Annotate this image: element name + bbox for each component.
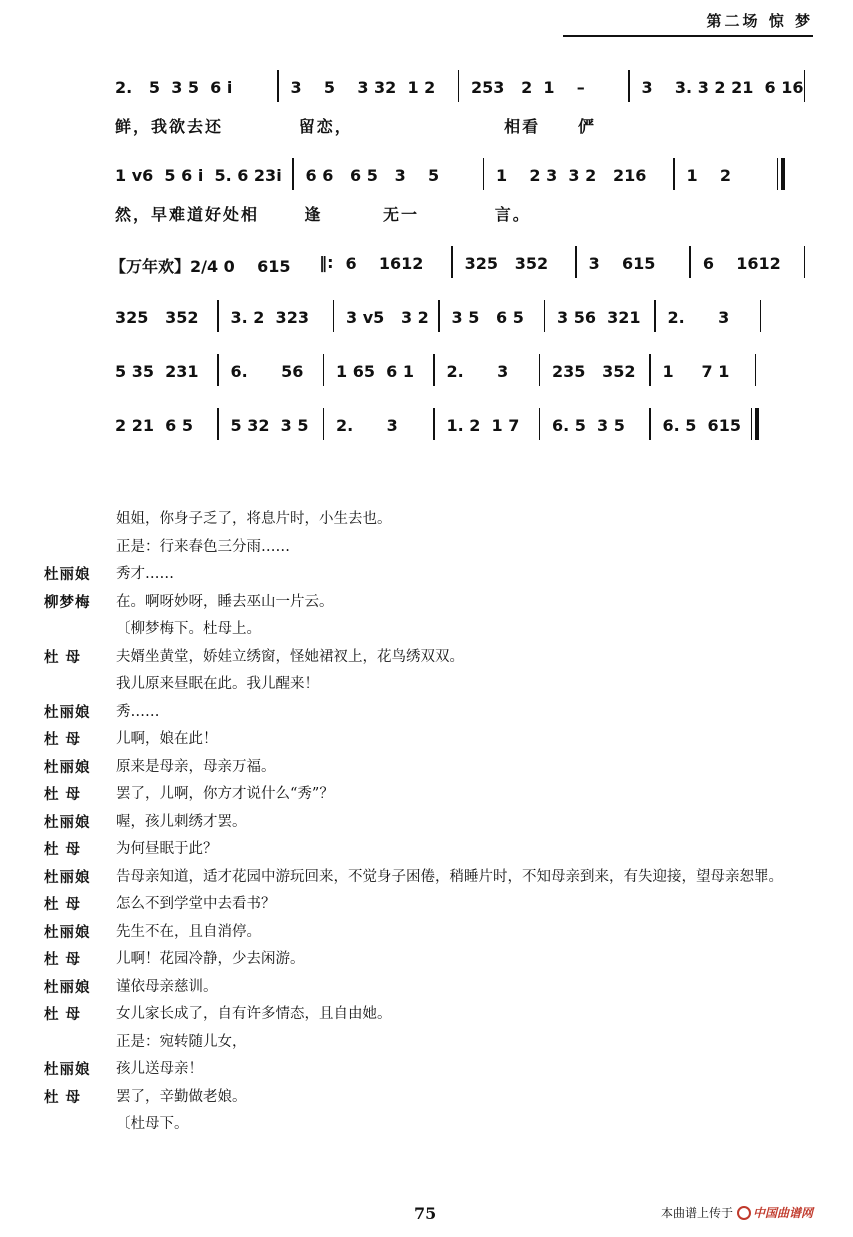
dialogue <box>44 506 817 1139</box>
dialogue-line <box>44 561 817 589</box>
line-text: 儿啊！花园冷静，少去闲游。 <box>116 951 305 967</box>
line-text: 秀才…… <box>116 566 174 582</box>
line-text: 罢了，儿啊，你方才说什么“秀”？ <box>116 786 334 802</box>
dialogue-line <box>44 699 817 727</box>
barline <box>804 70 806 102</box>
line-text: 正是：宛转随儿女， <box>116 1033 247 1050</box>
lyric-line: 鲜，我欲去还 留恋， 相看 俨 <box>115 117 596 136</box>
barline <box>333 300 335 332</box>
music-score <box>110 70 817 448</box>
speaker: 杜 母 <box>44 1088 82 1106</box>
barline <box>292 158 294 190</box>
measure: 【万年欢】2/4 0 615 <box>110 257 291 276</box>
speaker <box>44 534 116 562</box>
barline <box>760 300 762 332</box>
barline <box>628 70 630 102</box>
line-text: 在。啊呀妙呀，睡去巫山一片云。 <box>116 593 334 610</box>
speaker: 杜 母 <box>44 648 82 666</box>
barline <box>755 354 757 386</box>
dialogue-line <box>44 864 817 892</box>
dialogue-line <box>44 506 817 534</box>
dialogue-line <box>44 534 817 562</box>
stage-direction: 〔杜母下。 <box>116 1116 189 1132</box>
barline <box>323 354 325 386</box>
speaker: 杜丽娘 <box>44 1061 91 1078</box>
measure: 2. 3 <box>446 362 509 381</box>
line-text: 怎么不到学堂中去看书？ <box>116 896 276 912</box>
barline <box>451 246 453 278</box>
line-text: 罢了，辛勤做老娘。 <box>116 1088 247 1105</box>
footer-credit <box>661 1204 813 1221</box>
barline <box>649 408 651 440</box>
final-barline <box>751 408 759 440</box>
dialogue-line <box>44 726 817 754</box>
measure: 3 v5 3 2 <box>346 308 429 327</box>
line-text: 告母亲知道，适才花园中游玩回来，不觉身子困倦，稍睡片时，不知母亲到来，有失迎接，望母亲恕罪。 <box>116 868 783 885</box>
measure: 6. 5 615 <box>662 416 741 435</box>
line-text: 孩儿送母亲！ <box>116 1061 203 1077</box>
dialogue-line <box>44 919 817 947</box>
measure: 325 352 <box>464 254 549 273</box>
speaker <box>44 1111 116 1139</box>
dialogue-line <box>44 1056 817 1084</box>
measure: 5 32 3 5 <box>230 416 309 435</box>
score-row <box>115 158 817 198</box>
speaker <box>44 506 116 534</box>
barline <box>217 300 219 332</box>
barline <box>539 408 541 440</box>
barline <box>575 246 577 278</box>
speaker: 杜丽娘 <box>44 703 91 721</box>
barline <box>483 158 485 190</box>
line-text: 秀…… <box>116 703 160 720</box>
speaker: 杜丽娘 <box>44 758 91 776</box>
barline <box>689 246 691 278</box>
measure: 2. 3 <box>667 308 730 327</box>
line-text: 喔，孩儿刺绣才罢。 <box>116 813 247 830</box>
barline <box>458 70 460 102</box>
line-text: 谨依母亲慈训。 <box>116 978 218 995</box>
speaker: 杜丽娘 <box>44 868 91 886</box>
barline <box>323 408 325 440</box>
speaker: 杜丽娘 <box>44 978 91 996</box>
stage-direction: 〔柳梦梅下。杜母上。 <box>116 621 261 637</box>
barline <box>217 354 219 386</box>
measure: 3. 2 323 <box>230 308 309 327</box>
barline <box>438 300 440 332</box>
dialogue-line <box>44 974 817 1002</box>
speaker: 杜丽娘 <box>44 566 91 583</box>
measure: 325 352 <box>115 308 199 327</box>
measure: 5 35 231 <box>115 362 199 381</box>
line-text: 夫婿坐黄堂，娇娃立绣窗，怪她裙衩上，花鸟绣双双。 <box>116 648 464 665</box>
line-text: 儿啊，娘在此！ <box>116 731 218 747</box>
barline <box>433 354 435 386</box>
barline <box>673 158 675 190</box>
page-number: 75 <box>414 1204 437 1223</box>
measure: 2 21 6 5 <box>115 416 193 435</box>
measure: 3 5 3 32 1 2 <box>290 78 436 97</box>
speaker: 杜 母 <box>44 731 82 748</box>
measure: 6 6 6 5 3 5 <box>305 166 440 185</box>
final-barline <box>777 158 785 190</box>
line-text: 我儿原来昼眠在此。我儿醒来！ <box>116 676 319 692</box>
speaker: 杜丽娘 <box>44 923 91 941</box>
barline <box>277 70 279 102</box>
measure: 6 1612 <box>345 254 424 273</box>
dialogue-line <box>44 644 817 672</box>
score-row <box>115 408 817 448</box>
measure: 2. 5 3 5 6 i <box>115 78 233 97</box>
line-text: 女儿家长成了，自有许多情态，且自由她。 <box>116 1006 392 1022</box>
line-text: 姐姐，你身子乏了，将息片时，小生去也。 <box>116 511 392 527</box>
dialogue-line <box>44 1029 817 1057</box>
measure: 235 352 <box>552 362 636 381</box>
page-header: 第二场 惊 梦 <box>563 10 813 37</box>
measure: 3 56 321 <box>557 308 641 327</box>
speaker: 杜 母 <box>44 841 82 858</box>
score-row <box>110 246 817 286</box>
measure: 6. 5 3 5 <box>552 416 625 435</box>
lyric-line: 然，早难道好处相 逢 无一 言。 <box>115 205 531 224</box>
score-row <box>115 300 817 340</box>
dialogue-line <box>44 671 817 699</box>
line-text: 先生不在，且自消停。 <box>116 923 261 940</box>
measure: 1. 2 1 7 <box>446 416 520 435</box>
line-text: 为何昼眠于此？ <box>116 841 218 857</box>
measure: 1 2 <box>686 166 732 185</box>
dialogue-line <box>44 891 817 919</box>
speaker <box>44 1029 116 1057</box>
measure: 1 65 6 1 <box>336 362 414 381</box>
speaker <box>44 671 116 699</box>
dialogue-line <box>44 836 817 864</box>
dialogue-line <box>44 1111 817 1139</box>
score-row <box>115 70 817 110</box>
measure: 1 7 1 <box>662 362 730 381</box>
line-text: 原来是母亲，母亲万福。 <box>116 758 276 775</box>
barline <box>544 300 546 332</box>
speaker: 杜 母 <box>44 896 82 913</box>
upload-note: 本曲谱上传于 <box>660 1206 733 1220</box>
dialogue-line <box>44 809 817 837</box>
site-logo-icon <box>737 1206 751 1220</box>
speaker: 杜 母 <box>44 951 82 968</box>
dialogue-line <box>44 1001 817 1029</box>
measure: 6 1612 <box>702 254 781 273</box>
repeat-sign: ‖: <box>319 252 334 272</box>
speaker: 柳梦梅 <box>44 593 91 611</box>
measure: 253 2 1 – <box>471 78 585 97</box>
measure: 1 v6 5 6 i 5. 6 23i <box>115 166 282 185</box>
barline <box>433 408 435 440</box>
score-row <box>115 354 817 394</box>
measure: 3 5 6 5 <box>451 308 524 327</box>
dialogue-line <box>44 946 817 974</box>
barline <box>217 408 219 440</box>
barline <box>539 354 541 386</box>
dialogue-line <box>44 589 817 617</box>
measure: 1 2 3 3 2 216 <box>496 166 647 185</box>
dialogue-line <box>44 1084 817 1112</box>
line-text: 正是：行来春色三分雨…… <box>116 538 290 555</box>
speaker <box>44 616 116 644</box>
measure: 6. 56 <box>230 362 304 381</box>
barline <box>649 354 651 386</box>
dialogue-line <box>44 616 817 644</box>
speaker: 杜 母 <box>44 786 82 803</box>
barline <box>804 246 806 278</box>
measure: 3 3. 3 2 21 6 16 <box>641 78 804 97</box>
measure: 2. 3 <box>336 416 398 435</box>
measure: 3 615 <box>588 254 656 273</box>
dialogue-line <box>44 781 817 809</box>
speaker: 杜 母 <box>44 1006 82 1023</box>
barline <box>654 300 656 332</box>
site-name: 中国曲谱网 <box>752 1206 813 1220</box>
dialogue-line <box>44 754 817 782</box>
speaker: 杜丽娘 <box>44 813 91 831</box>
